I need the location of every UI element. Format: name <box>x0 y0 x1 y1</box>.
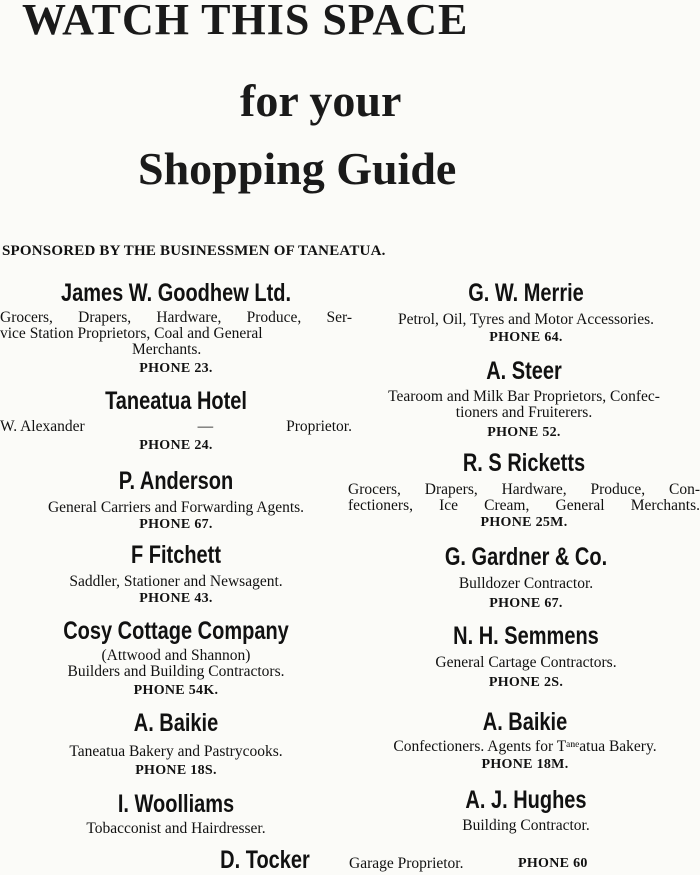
proprietor-label: Proprietor. <box>286 418 352 435</box>
proprietor-name: W. Alexander <box>0 418 85 435</box>
phone-number: PHONE 60 <box>518 856 588 871</box>
business-desc: General Cartage Contractors. <box>435 654 617 671</box>
phone-number: PHONE 67. <box>139 517 213 532</box>
business-name: A. Steer <box>486 357 562 385</box>
entry-goodhew <box>0 278 352 377</box>
entry-f-fitchett <box>0 540 352 607</box>
business-desc: Builders and Building Contractors. <box>67 663 285 680</box>
business-desc: Tobacconist and Hairdresser. <box>86 820 266 837</box>
entry-p-anderson <box>0 466 352 533</box>
business-desc: Building Contractor. <box>462 817 590 834</box>
entry-a-j-hughes <box>352 785 700 834</box>
business-name: A. Baikie <box>482 708 568 736</box>
headline-watch-this-space: WATCH THIS SPACE <box>22 0 469 44</box>
business-desc: Petrol, Oil, Tyres and Motor Accessories. <box>397 311 655 328</box>
business-name: Cosy Cottage Company <box>63 617 289 645</box>
business-name: P. Anderson <box>118 467 234 495</box>
entry-i-woolliams <box>0 789 352 837</box>
business-name: F Fitchett <box>131 541 221 569</box>
entry-g-w-merrie <box>352 278 700 346</box>
entry-taneatua-hotel <box>0 386 352 454</box>
entry-r-s-ricketts <box>348 448 700 531</box>
entry-g-gardner <box>352 542 700 612</box>
business-desc: Confectioners. Agents for Tᵃⁿᵉatua Bakery. <box>393 738 657 755</box>
business-name: I. Woolliams <box>117 790 235 818</box>
phone-number: PHONE 18S. <box>135 763 217 778</box>
phone-number: PHONE 2S. <box>488 675 564 690</box>
business-name: James W. Goodhew Ltd. <box>60 279 292 307</box>
business-name: Taneatua Hotel <box>105 387 247 415</box>
business-name: R. S Ricketts <box>462 449 586 477</box>
business-desc: Grocers, Drapers, Hardware, Produce, Con- <box>348 481 700 498</box>
business-name: N. H. Semmens <box>453 622 599 650</box>
headline-shopping-guide: Shopping Guide <box>138 143 457 194</box>
business-desc: General Carriers and Forwarding Agents. <box>47 499 305 516</box>
entry-a-baikie-left <box>0 708 352 779</box>
phone-number: PHONE 52. <box>487 425 561 440</box>
entry-a-baikie-right <box>350 707 700 773</box>
business-desc: Grocers, Drapers, Hardware, Produce, Ser- <box>0 309 352 326</box>
business-desc: Merchants. <box>132 341 202 358</box>
business-desc: vice Station Proprietors, Coal and General <box>0 325 263 342</box>
phone-number: PHONE 24. <box>139 438 213 453</box>
sponsor-line: SPONSORED BY THE BUSINESSMEN OF TANEATUA. <box>2 243 386 259</box>
entry-cosy-cottage <box>0 616 352 699</box>
business-desc: (Attwood and Shannon) <box>101 647 251 664</box>
entry-n-h-semmens <box>352 621 700 691</box>
entry-a-steer <box>348 356 700 441</box>
business-name: G. W. Merrie <box>468 279 584 307</box>
business-desc: tioners and Fruiterers. <box>455 404 593 421</box>
phone-number: PHONE 25M. <box>480 515 568 530</box>
business-name: A. Baikie <box>133 709 219 737</box>
headline-for-your: for your <box>240 75 402 126</box>
phone-number: PHONE 54K. <box>133 683 219 698</box>
business-name: D. Tocker <box>220 846 310 874</box>
business-name: G. Gardner & Co. <box>444 543 608 571</box>
garage-proprietor-text: Garage Proprietor. <box>349 855 464 872</box>
phone-number: PHONE 64. <box>489 330 563 345</box>
desc-dash: — <box>197 418 214 435</box>
business-desc: Saddler, Stationer and Newsagent. <box>69 573 283 590</box>
business-name: A. J. Hughes <box>465 786 587 814</box>
phone-number: PHONE 67. <box>489 596 563 611</box>
business-desc: Bulldozer Contractor. <box>458 575 594 592</box>
business-desc: Tearoom and Milk Bar Proprietors, Confec- <box>388 388 660 405</box>
business-desc: fectioners, Ice Cream, General Merchants. <box>348 497 700 514</box>
phone-number: PHONE 43. <box>139 591 213 606</box>
business-desc <box>0 419 352 435</box>
phone-number: PHONE 18M. <box>481 757 569 772</box>
business-desc: Taneatua Bakery and Pastrycooks. <box>69 743 283 760</box>
phone-number: PHONE 23. <box>139 361 213 376</box>
